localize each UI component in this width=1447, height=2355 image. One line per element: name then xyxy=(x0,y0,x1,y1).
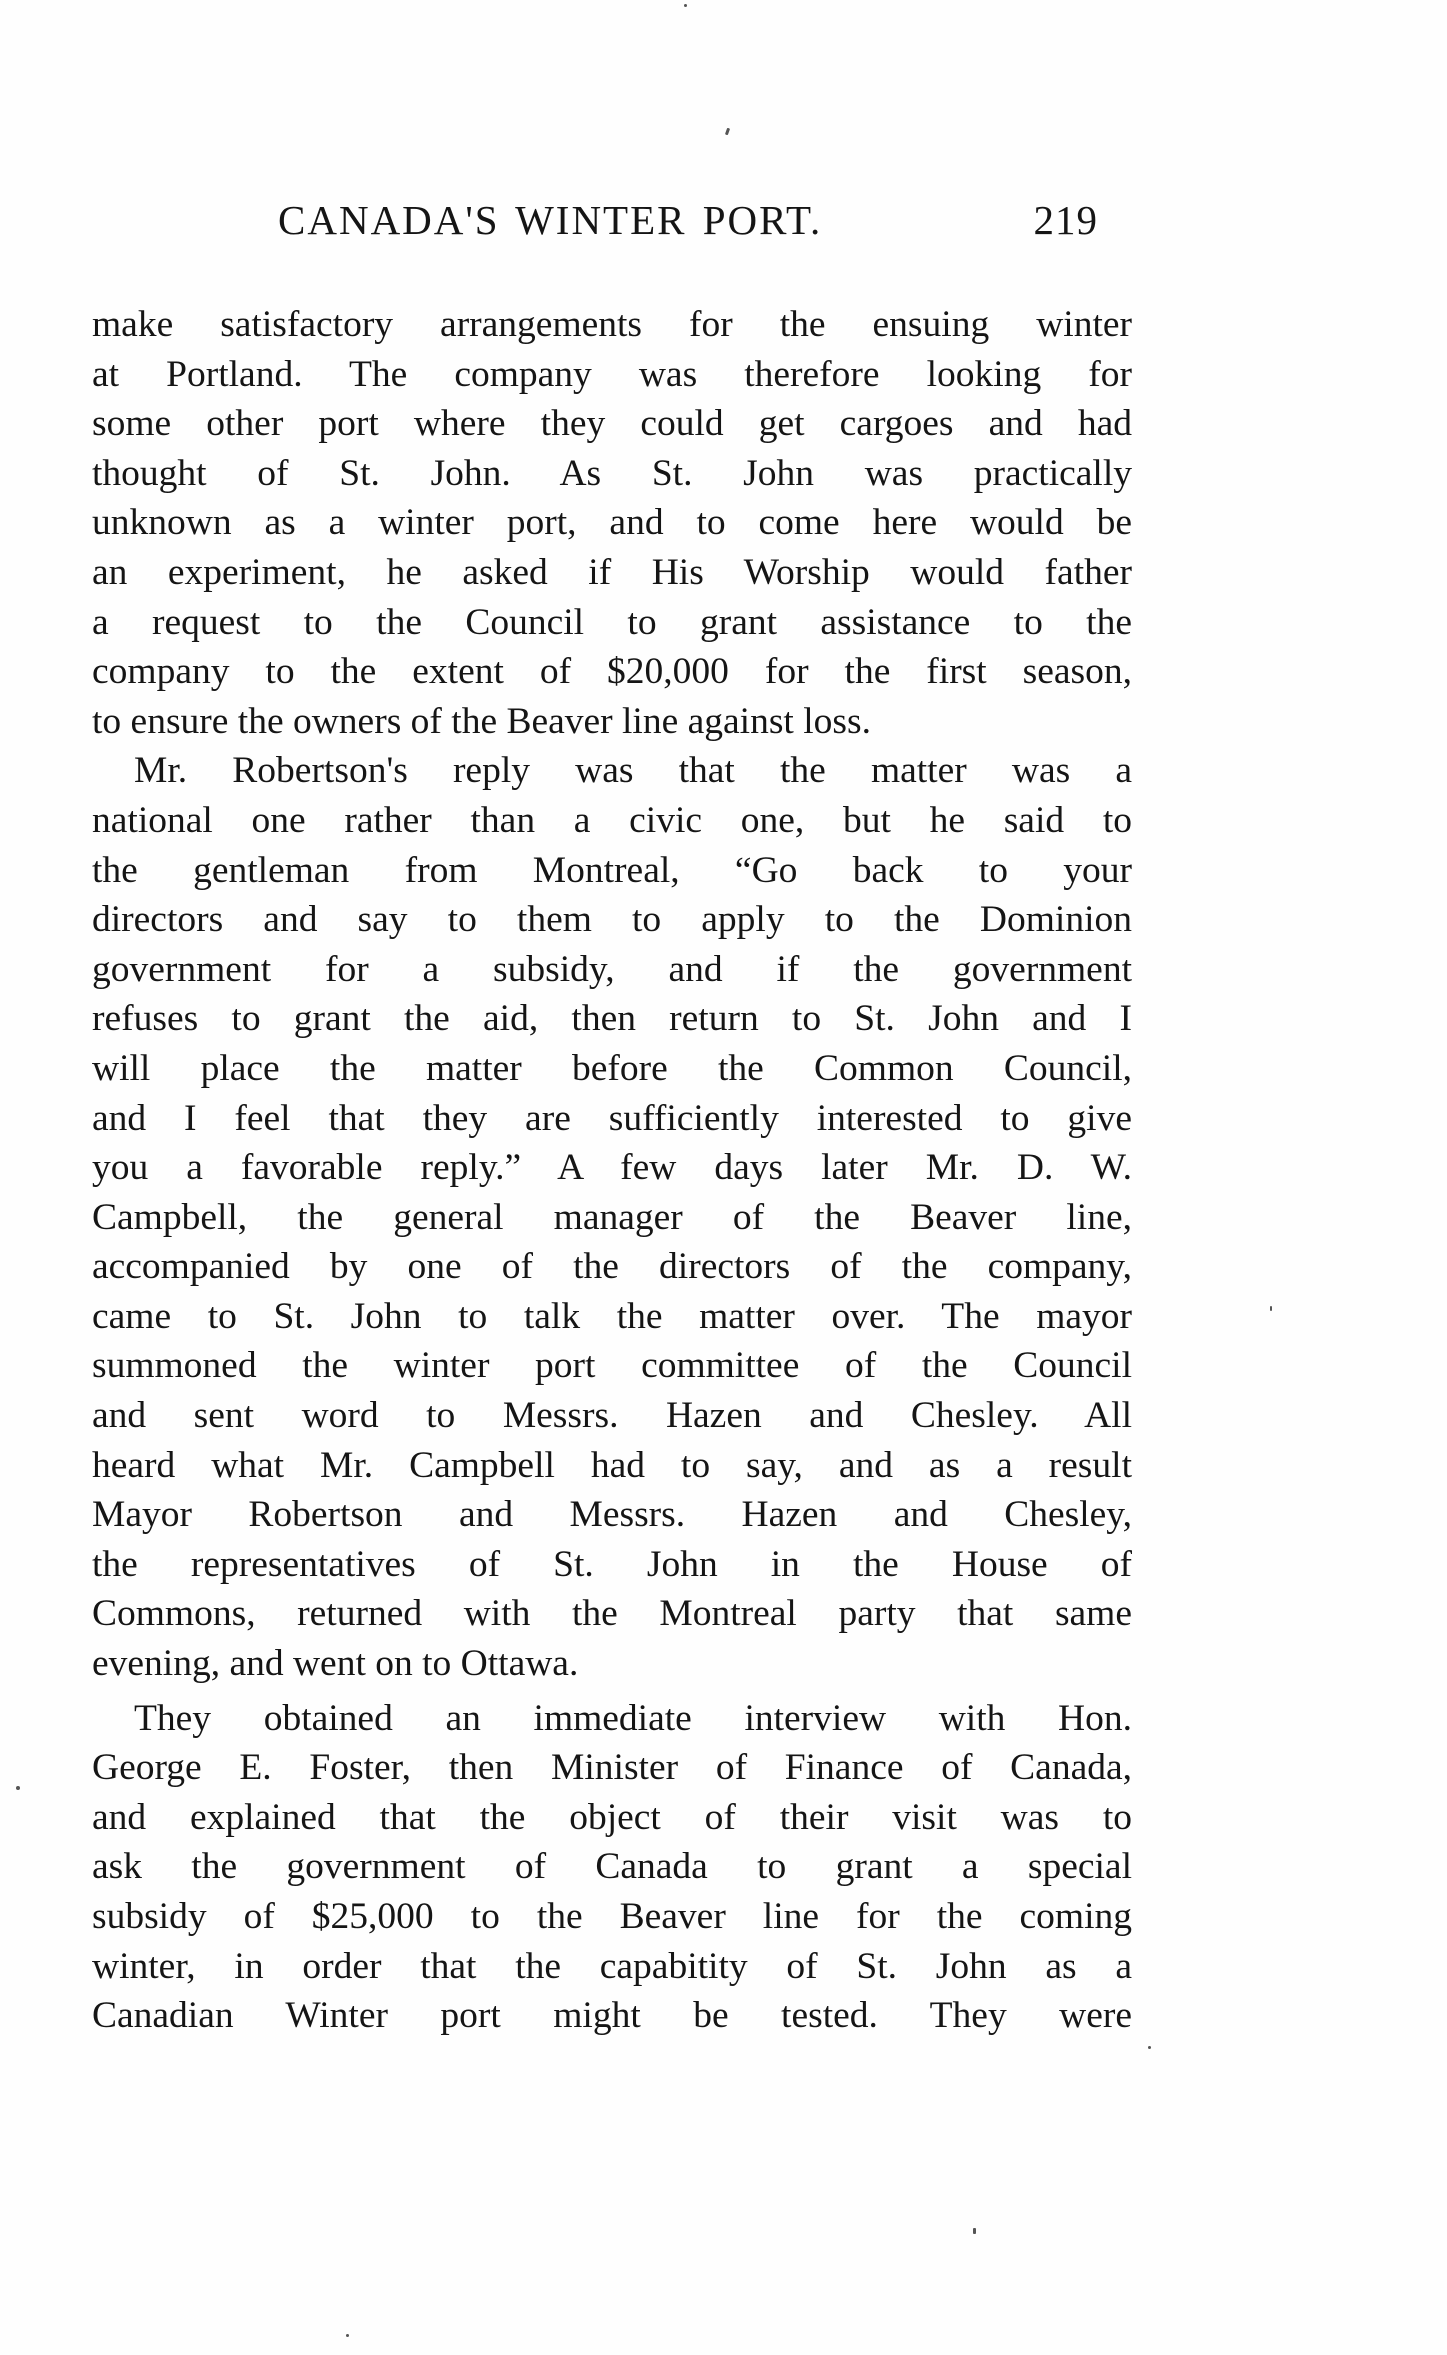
scan-speck xyxy=(725,128,730,136)
running-head xyxy=(278,196,1098,256)
text-line: ask the government of Canada to grant a special xyxy=(92,1846,1132,1888)
text-line: Commons, returned with the Montreal party that same xyxy=(92,1593,1132,1635)
text-line: the gentleman from Montreal, “Go back to your xyxy=(92,849,1132,891)
text-line: and sent word to Messrs. Hazen and Chesley. All xyxy=(92,1395,1132,1437)
scan-speck xyxy=(1148,2046,1151,2049)
paragraph-2 xyxy=(92,746,1132,1688)
text-line: company to the extent of $20,000 for the first season, xyxy=(92,651,1132,693)
text-line: summoned the winter port committee of the Council xyxy=(92,1345,1132,1387)
text-line: Mr. Robertson's reply was that the matter was a xyxy=(134,750,1132,792)
scan-speck xyxy=(346,2334,349,2337)
text-line: at Portland. The company was therefore looking for xyxy=(92,353,1132,395)
text-line: you a favorable reply.” A few days later Mr. D. W. xyxy=(92,1147,1132,1189)
text-line: winter, in order that the capabitity of St. John as a xyxy=(92,1945,1132,1987)
scan-speck xyxy=(973,2228,976,2234)
text-line: national one rather than a civic one, but he said to xyxy=(92,799,1132,841)
text-line: some other port where they could get cargoes and had xyxy=(92,403,1132,445)
text-line: unknown as a winter port, and to come here would be xyxy=(92,502,1132,544)
text-line: an experiment, he asked if His Worship would father xyxy=(92,551,1132,593)
paragraph-3 xyxy=(92,1694,1132,2041)
scan-speck xyxy=(1270,1306,1272,1311)
paragraph-1 xyxy=(92,300,1132,746)
text-line: came to St. John to talk the matter over. The mayor xyxy=(92,1295,1132,1337)
text-line: Canadian Winter port might be tested. They were xyxy=(92,1995,1132,2037)
body-text xyxy=(92,300,1132,2041)
text-line: to ensure the owners of the Beaver line against loss. xyxy=(92,700,871,742)
text-line: thought of St. John. As St. John was practically xyxy=(92,452,1132,494)
text-line: George E. Foster, then Minister of Finance of Canada, xyxy=(92,1747,1132,1789)
text-line: the representatives of St. John in the House of xyxy=(92,1543,1132,1585)
text-line: evening, and went on to Ottawa. xyxy=(92,1643,579,1685)
text-line: and explained that the object of their visit was to xyxy=(92,1796,1132,1838)
text-line: make satisfactory arrangements for the ensuing winter xyxy=(92,304,1132,345)
text-line: accompanied by one of the directors of the company, xyxy=(92,1246,1132,1288)
scan-speck xyxy=(684,4,687,7)
running-title: CANADA'S WINTER PORT. xyxy=(278,197,823,243)
text-line: Mayor Robertson and Messrs. Hazen and Chesley, xyxy=(92,1494,1132,1536)
text-line: directors and say to them to apply to the Dominion xyxy=(92,899,1132,941)
text-line: a request to the Council to grant assistance to the xyxy=(92,601,1132,643)
text-line: Campbell, the general manager of the Beaver line, xyxy=(92,1196,1132,1238)
text-line: heard what Mr. Campbell had to say, and as a result xyxy=(92,1444,1132,1486)
text-line: government for a subsidy, and if the government xyxy=(92,948,1132,990)
text-line: They obtained an immediate interview with Hon. xyxy=(134,1697,1132,1739)
text-line: subsidy of $25,000 to the Beaver line for the coming xyxy=(92,1896,1132,1937)
scan-speck xyxy=(16,1786,20,1790)
text-line: will place the matter before the Common Council, xyxy=(92,1047,1132,1089)
text-line: and I feel that they are sufficiently interested to give xyxy=(92,1097,1132,1139)
page-number: 219 xyxy=(1033,197,1098,243)
text-line: refuses to grant the aid, then return to St. John and I xyxy=(92,998,1132,1040)
